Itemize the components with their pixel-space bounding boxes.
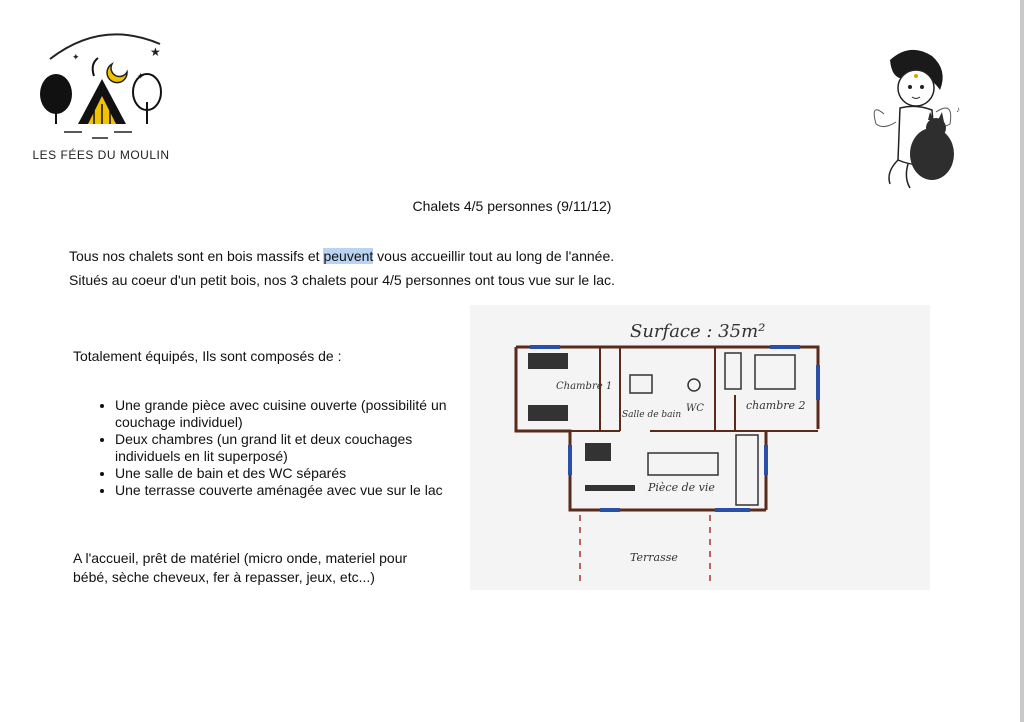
floor-plan-drawing [470,305,930,590]
plan-room-wc: WC [686,403,704,414]
svg-text:✦: ✦ [137,71,145,81]
logo-text: LES FÉES DU MOULIN [32,148,170,162]
plan-room-salle-de-bain: Salle de bain [622,410,682,420]
page-edge [1020,0,1024,722]
features-list [96,397,460,499]
plan-room-piece-de-vie: Pièce de vie [648,481,715,494]
welcome-equipment-text: A l'accueil, prêt de matériel (micro onde, materiel pour bébé, sèche cheveux, fer à repasser, jeux, etc...) [73,550,408,585]
list-item: • Une salle de bain et des WC séparés [115,465,460,482]
intro-line-2: Situés au coeur d'un petit bois, nos 3 chalets pour 4/5 personnes ont tous vue sur le lac. [69,272,615,288]
floor-plan-sketch [470,305,930,590]
document-title: Chalets 4/5 personnes (9/11/12) [412,198,612,214]
chalet-logo-icon [32,24,170,148]
selected-word-highlight: peuvent [323,248,374,264]
equipment-heading: Totalement équipés, Ils sont composés de : [73,348,342,364]
plan-terrace-label: Terrasse [630,551,678,564]
intro-line-1-start: Tous nos chalets sont en bois massifs et [69,248,324,264]
plan-room-chambre-1: Chambre 1 [556,381,613,392]
plan-surface-label: Surface : 35m² [630,321,766,342]
brand-logo [32,24,170,169]
intro-line-1-end: vous accueillir tout au long de l'année. [373,248,615,264]
svg-text:★: ★ [150,45,161,59]
intro-line-1 [69,248,614,264]
fairy-icon [870,42,980,192]
plan-room-chambre-2: chambre 2 [746,399,806,412]
svg-text:✦: ✦ [72,52,80,62]
list-item: • Une grande pièce avec cuisine ouverte (possibilité un couchage individuel) [115,397,460,431]
list-item: • Deux chambres (un grand lit et deux couchages individuels en lit superposé) [115,431,460,465]
svg-text:♪: ♪ [956,105,960,114]
fairy-with-cat-illustration [870,42,980,192]
list-item: • Une terrasse couverte aménagée avec vue sur le lac [115,482,460,499]
